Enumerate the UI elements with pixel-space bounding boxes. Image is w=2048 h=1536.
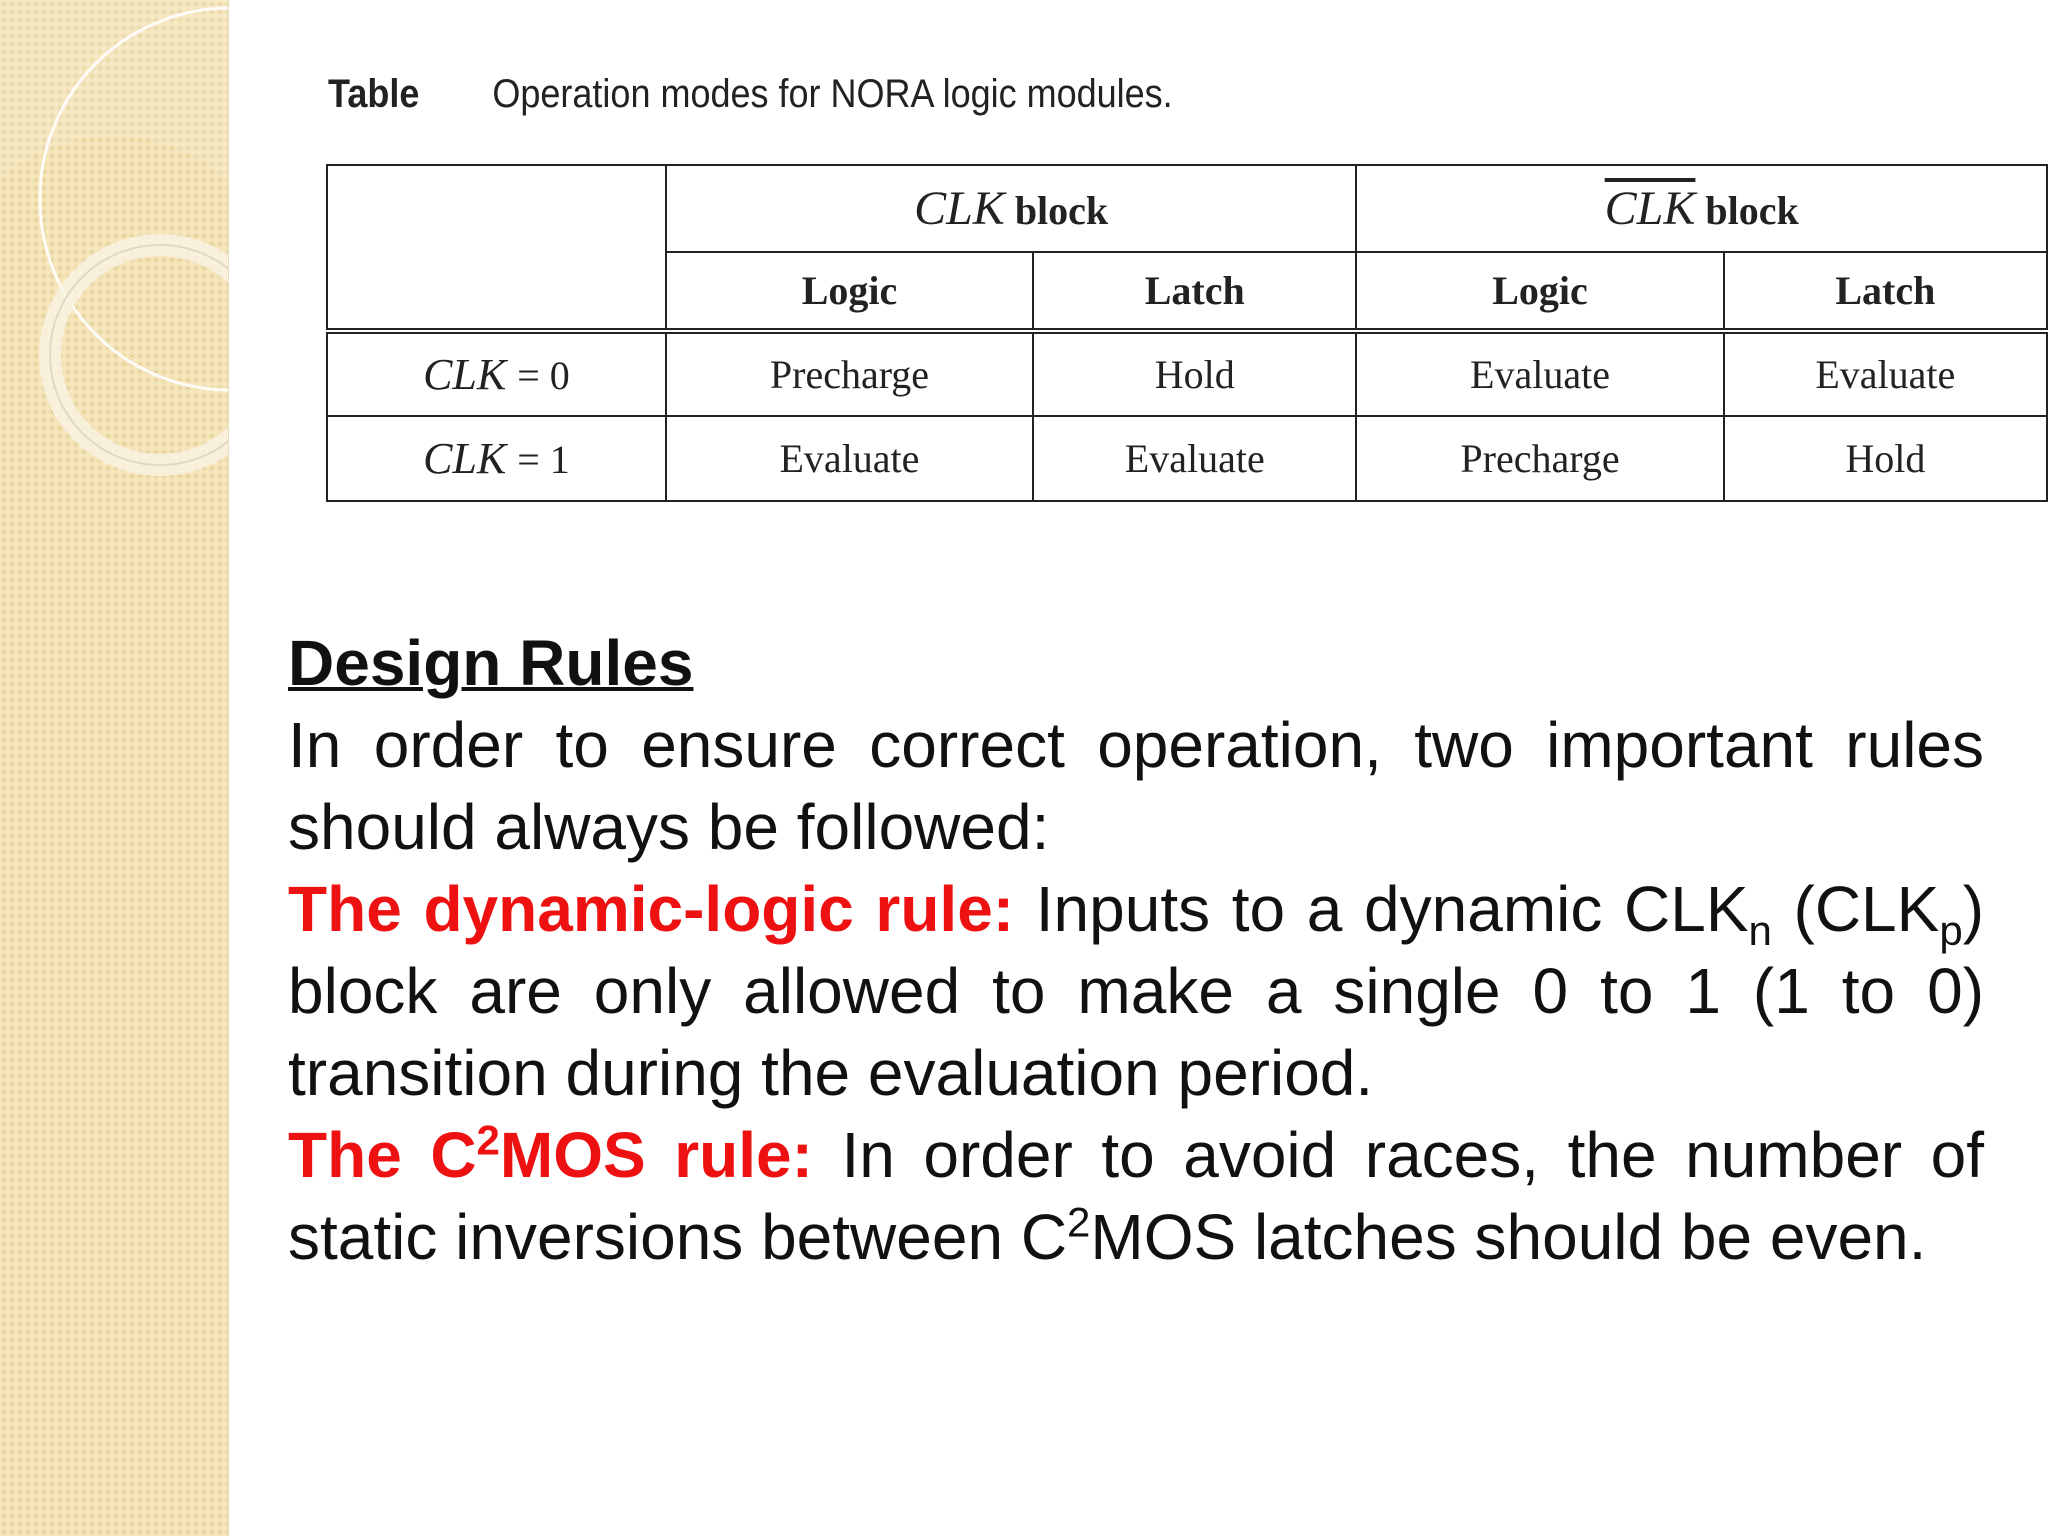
rule-text: ) block are only allowed to make a single 0 to 1 (1 to 0) transition during the evaluation period. <box>288 873 1984 1109</box>
table-cell: Hold <box>1724 416 2047 501</box>
table-cell: Evaluate <box>1356 331 1723 416</box>
table-row <box>327 331 2047 416</box>
rule-name-part: The C <box>288 1119 477 1191</box>
clk-symbol: CLK <box>914 182 1005 236</box>
intro-paragraph: In order to ensure correct operation, two important rules should always be followed: <box>288 709 1984 863</box>
clk-bar-block-header <box>1356 165 2047 252</box>
decorative-side-strip <box>0 0 229 1536</box>
operation-modes-table <box>326 164 2048 502</box>
superscript: 2 <box>1067 1198 1091 1246</box>
table-cell: Precharge <box>666 331 1033 416</box>
caption-text: Operation modes for NORA logic modules. <box>492 72 1173 116</box>
table-block-header-row <box>327 165 2047 252</box>
c2mos-rule-paragraph <box>288 1114 1984 1278</box>
rule-name-part: MOS rule: <box>499 1119 813 1191</box>
block-label: block <box>1705 188 1799 234</box>
table-cell: Evaluate <box>666 416 1033 501</box>
row-condition-value: = 1 <box>517 436 570 482</box>
table-cell: Evaluate <box>1724 331 2047 416</box>
clk-bar-symbol: $\overline{CLK}$ <box>1604 182 1696 236</box>
row-condition-value: = 0 <box>517 352 570 398</box>
caption-label: Table <box>328 72 420 116</box>
table-cell: Precharge <box>1356 416 1723 501</box>
row-condition <box>327 331 666 416</box>
superscript: 2 <box>476 1116 500 1164</box>
design-rules-section <box>288 622 1984 1278</box>
table-corner-cell <box>327 165 666 331</box>
subscript: n <box>1748 906 1772 954</box>
column-header: Latch <box>1724 252 2047 331</box>
clk-block-header <box>666 165 1357 252</box>
decorative-rings-icon <box>0 0 228 520</box>
rule-text: MOS latches should be even. <box>1090 1201 1927 1273</box>
column-header: Logic <box>666 252 1033 331</box>
table-caption <box>328 72 1173 117</box>
clk-symbol: CLK <box>423 433 507 483</box>
subscript: p <box>1939 906 1963 954</box>
column-header: Logic <box>1356 252 1723 331</box>
block-label: block <box>1014 188 1109 234</box>
rule-name: The dynamic-logic rule: <box>288 873 1015 945</box>
table-row <box>327 416 2047 501</box>
rule-text: In order to avoid races, the number of static inversions between C <box>288 1119 1985 1273</box>
rule-text: Inputs to a dynamic CLK <box>1014 873 1749 945</box>
clk-symbol: CLK <box>423 349 507 399</box>
dynamic-logic-rule-paragraph <box>288 868 1984 1114</box>
table-cell: Hold <box>1033 331 1356 416</box>
rule-text: (CLK <box>1771 873 1940 945</box>
column-header: Latch <box>1033 252 1356 331</box>
section-heading: Design Rules <box>288 627 694 699</box>
row-condition <box>327 416 666 501</box>
table-cell: Evaluate <box>1033 416 1356 501</box>
rule-name <box>288 1116 813 1191</box>
